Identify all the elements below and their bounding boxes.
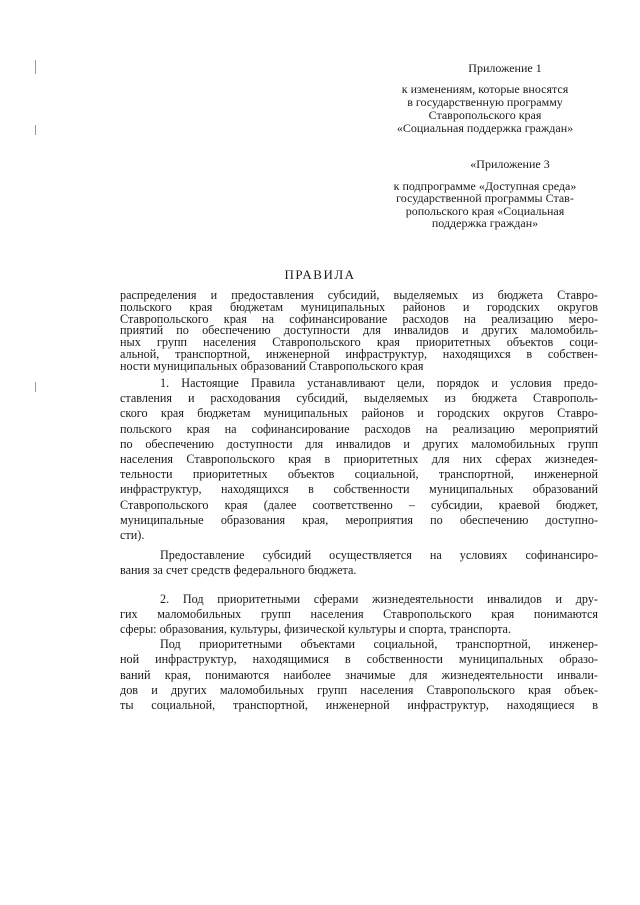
paragraph-line: ского края бюджетам муниципальных районов и городских округов Ставро- <box>120 406 598 421</box>
paragraph-line: населения Ставропольского края в приоритетных для них сферах жизнедея- <box>120 452 598 467</box>
subappendix-line: государственной программы Став- <box>396 191 574 205</box>
paragraph-4 <box>120 637 598 713</box>
paragraph-line: гих маломобильных групп населения Ставропольского края понимаются <box>120 606 598 621</box>
paragraph-1 <box>120 376 598 543</box>
document-body <box>120 376 598 713</box>
appendix-line: к изменениям, которые вносятся <box>401 82 569 96</box>
paragraph-line: дов и других маломобильных групп населения Ставропольского края объек- <box>120 682 598 697</box>
subtitle-line: альной, транспортной, инженерной инфраструктур, находящихся в собствен- <box>120 346 598 361</box>
paragraph-line: по обеспечению доступности для инвалидов и других маломобильных групп <box>120 436 598 451</box>
paragraph-line: Ставропольского края (далее соответственно – субсидии, краевой бюджет, <box>120 497 598 512</box>
subtitle-line: распределения и предоставления субсидий, выделяемых из бюджета Ставро- <box>120 288 598 302</box>
paragraph-line: ставления и расходования субсидий, выделяемых из бюджета Ставрополь- <box>120 391 598 406</box>
paragraph-line: ты социальной, транспортной, инженерной инфраструктур, находящиеся в <box>120 698 598 713</box>
subappendix-line: ропольского края «Социальная <box>405 203 565 218</box>
subtitle-line: польского края бюджетам муниципальных районов и городских округов <box>120 299 598 314</box>
subappendix-line: поддержка граждан» <box>431 216 539 230</box>
subappendix-header <box>360 158 610 230</box>
subtitle-line: ных групп населения Ставропольского края приоритетных объектов соци- <box>120 335 598 350</box>
document-title: ПРАВИЛА <box>284 267 356 282</box>
subtitle-line: приятий по обеспечению доступности для инвалидов и других маломобиль- <box>120 323 598 338</box>
paragraph-line: инфраструктур, находящихся в собственности муниципальных образований <box>120 482 598 497</box>
paragraph-line: Под приоритетными объектами социальной, транспортной, инженер- <box>160 637 598 652</box>
paragraph-line: ной инфраструктур, находящимися в собственности муниципальных образо- <box>120 652 598 667</box>
paragraph-line: сферы: образования, культуры, физической культуры и спорта, транспорта. <box>120 622 512 637</box>
subappendix-line: к подпрограмме «Доступная среда» <box>393 178 577 193</box>
scan-edge-mark <box>35 125 36 135</box>
paragraph-line: 2. Под приоритетными сферами жизнедеятельности инвалидов и дру- <box>160 591 598 606</box>
paragraph-line: польского края на софинансирование расходов на реализацию мероприятий <box>120 421 598 436</box>
appendix-title: Приложение 1 <box>468 61 542 75</box>
appendix-line: Ставропольского края <box>428 108 542 122</box>
subappendix-title: «Приложение 3 <box>470 157 550 171</box>
paragraph-line: вания за счет средств федерального бюджета. <box>120 563 357 578</box>
paragraph-3 <box>120 592 598 638</box>
paragraph-2 <box>120 548 598 578</box>
paragraph-line: ваний края, понимаются наиболее значимые для жизнедеятельности инвали- <box>120 667 598 682</box>
document-subtitle <box>120 290 598 373</box>
paragraph-line: Предоставление субсидий осуществляется на условиях софинансиро- <box>160 548 598 563</box>
subtitle-line: ности муниципальных образований Ставропольского края <box>120 358 424 373</box>
appendix-header <box>360 62 610 135</box>
paragraph-line: муниципальные образования края, мероприятия по обеспечению доступно- <box>120 512 598 527</box>
subtitle-line: Ставропольского края на софинансирование расходов на реализацию меро- <box>120 311 598 326</box>
paragraph-line: тельности приоритетных объектов социальной, транспортной, инженерной <box>120 467 598 482</box>
scan-edge-mark <box>35 60 36 74</box>
appendix-line: в государственную программу <box>407 95 563 109</box>
appendix-line: «Социальная поддержка граждан» <box>396 121 574 135</box>
scan-edge-mark <box>35 382 36 392</box>
paragraph-line: 1. Настоящие Правила устанавливают цели, порядок и условия предо- <box>160 376 598 390</box>
paragraph-line: сти). <box>120 528 145 543</box>
